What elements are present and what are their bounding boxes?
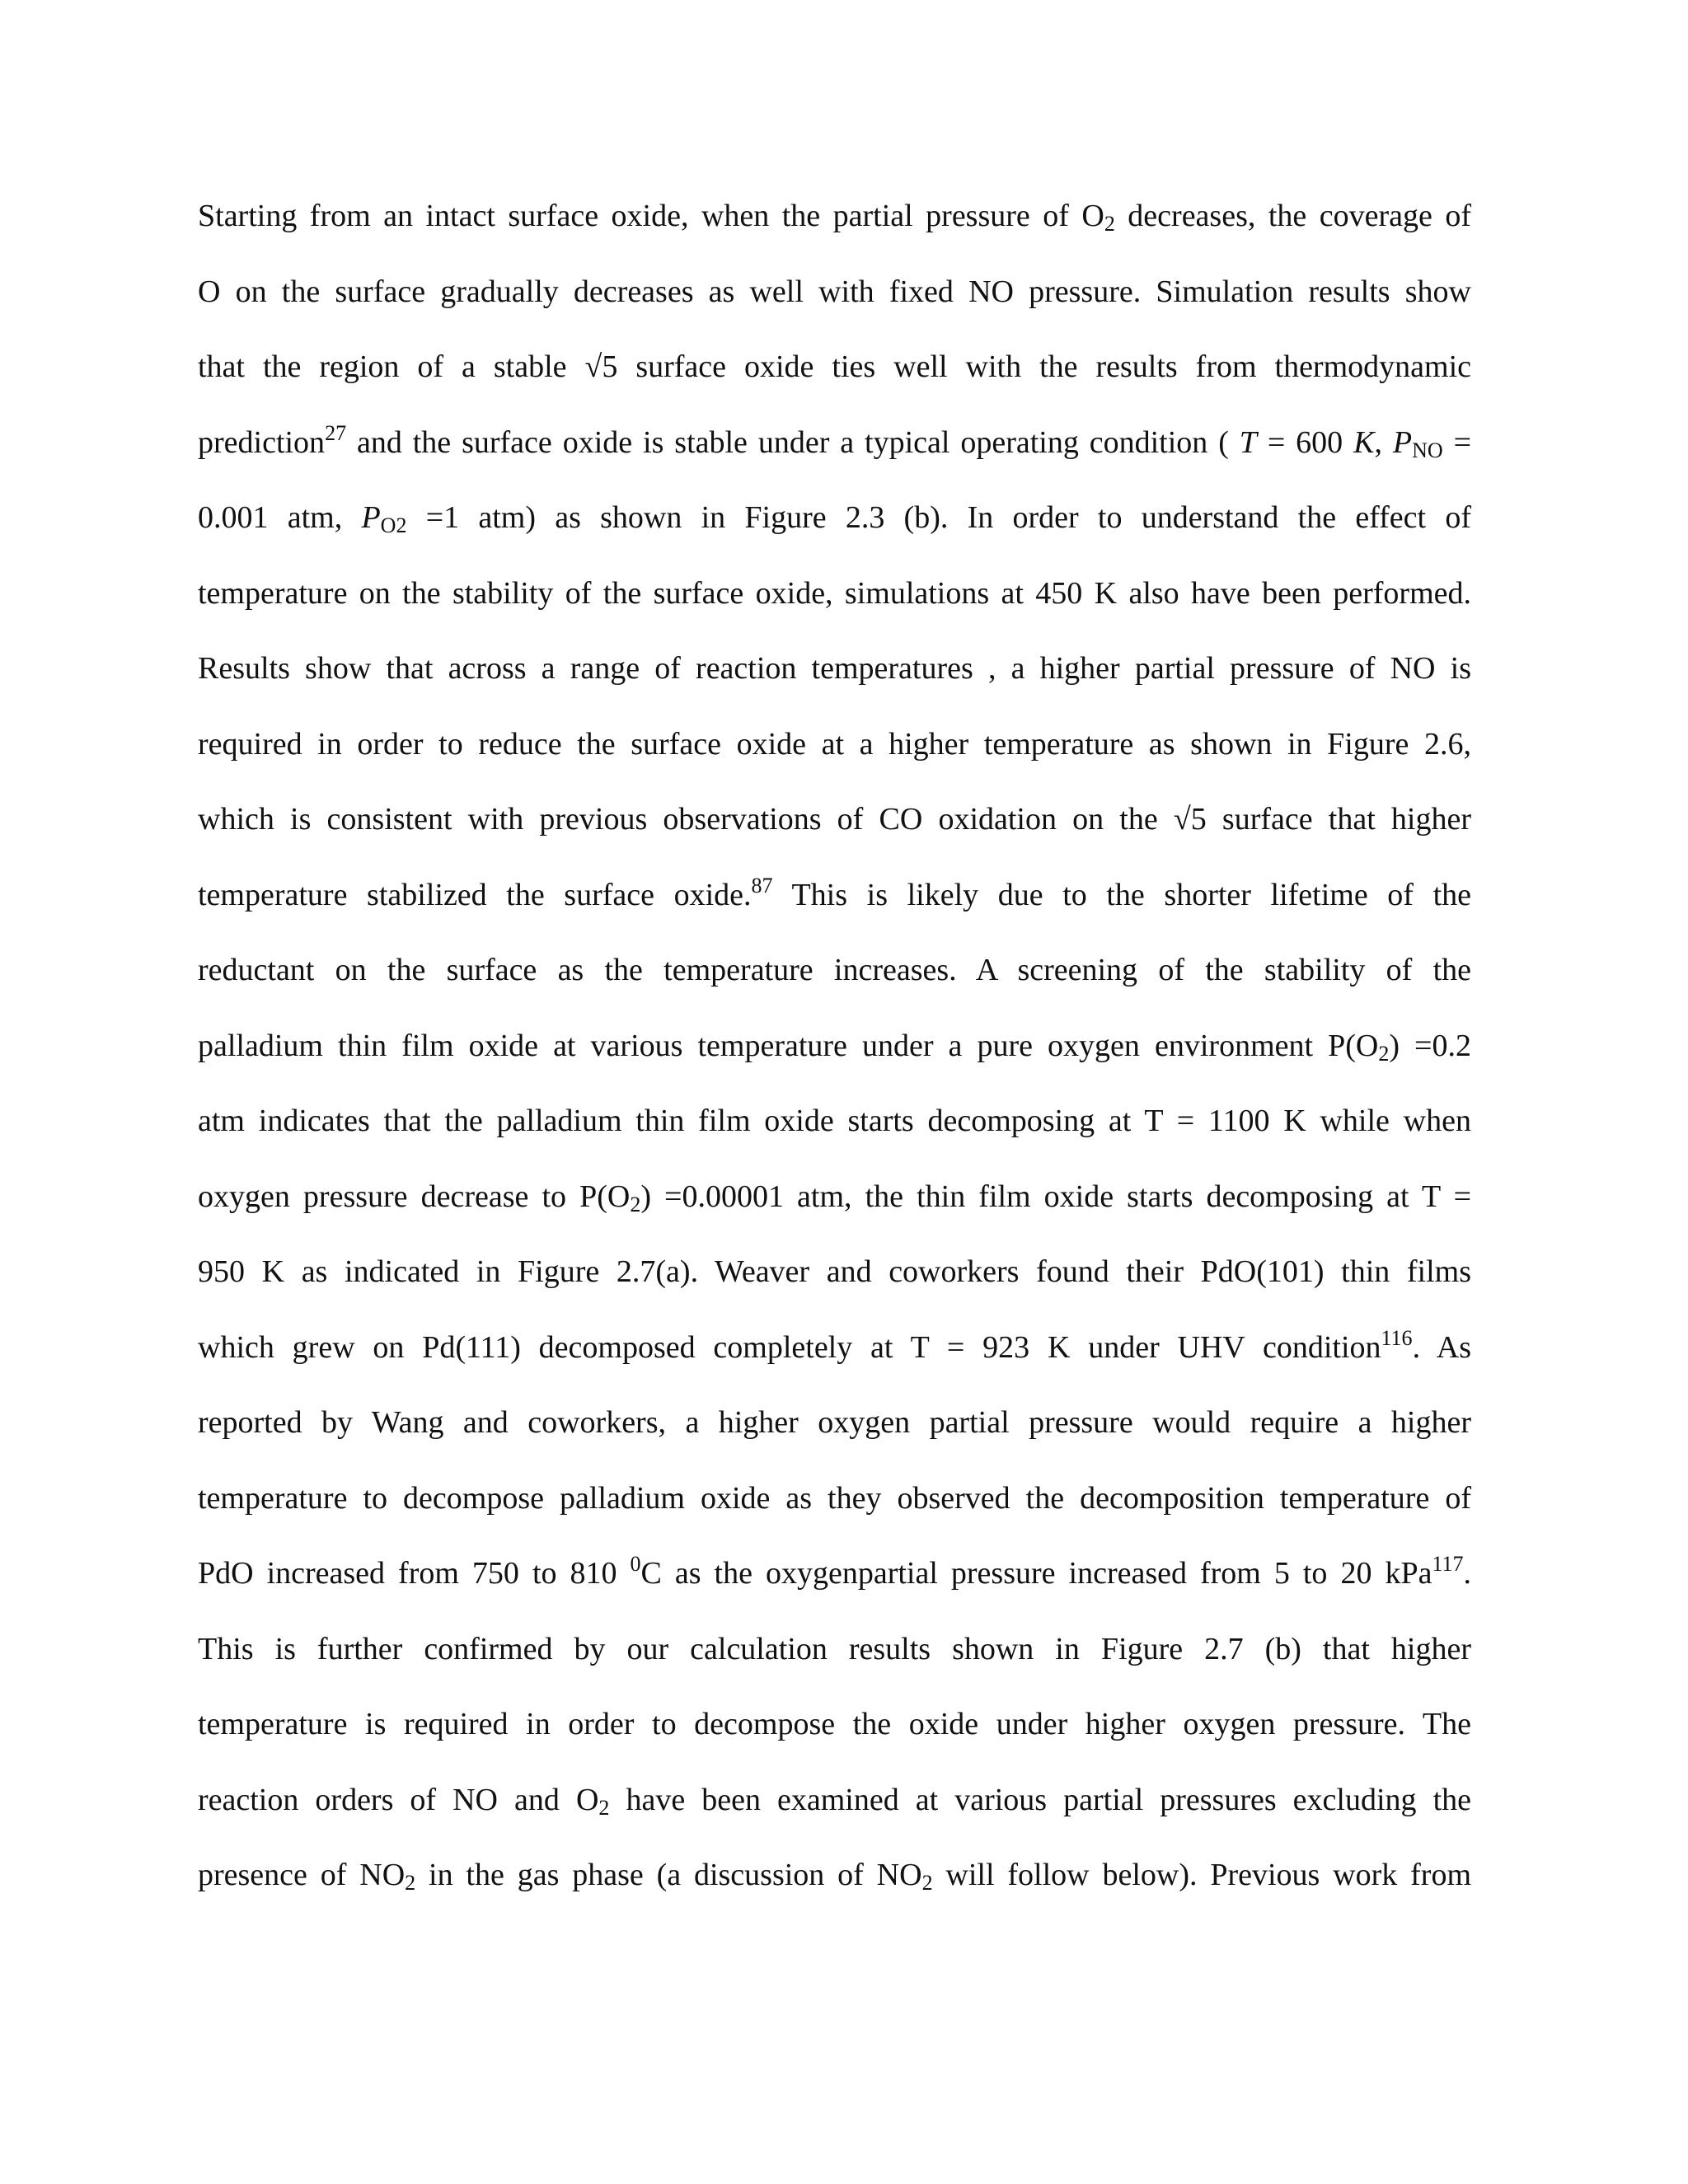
text-segment: prediction [198,424,326,460]
italic-symbol: T [1239,424,1257,460]
subscript: 2 [1104,212,1115,236]
text-segment: which is consistent with previous observations of CO oxidation on the √5 surface that higher [198,802,1471,837]
text-line [198,340,1471,416]
text-line [198,1170,1471,1246]
subscript: 2 [405,1871,416,1895]
text-segment: temperature stabilized the surface oxide. [198,877,752,912]
text-segment: Results show that across a range of reaction temperatures , a higher partial pressure of NO is [198,651,1471,686]
citation-superscript: 116 [1381,1325,1413,1350]
text-segment: temperature on the stability of the surface oxide, simulations at 450 K also have been performed. [198,575,1471,611]
text-segment: This is likely due to the shorter lifetime of the [772,877,1471,912]
subscript: 2 [921,1871,933,1895]
text-line [198,642,1471,718]
text-segment: = 600 [1256,424,1354,460]
text-segment: ) =0.00001 atm, the thin film oxide starts decomposing at T = [640,1179,1471,1214]
text-line [198,1472,1471,1548]
italic-symbol: K [1353,424,1375,460]
text-segment: reaction orders of NO and O [198,1782,599,1817]
text-segment: O on the surface gradually decreases as well with fixed NO pressure. Simulation results show [198,274,1471,309]
text-segment: ) =0.2 [1389,1028,1471,1063]
text-segment: required in order to reduce the surface oxide at a higher temperature as shown in Figure 2.6, [198,726,1471,762]
text-segment: =1 atm) as shown in Figure 2.3 (b). In order to understand the effect of [406,500,1471,535]
text-segment: and the surface oxide is stable under a typical operating condition ( [346,424,1240,460]
subscript: 2 [598,1795,610,1820]
body-paragraph [198,190,1471,1924]
degree-superscript: 0 [630,1552,641,1576]
text-segment: 950 K as indicated in Figure 2.7(a). Weaver and coworkers found their PdO(101) thin films [198,1254,1471,1289]
text-line [198,718,1471,794]
text-segment: = [1442,424,1471,460]
text-line [198,869,1471,944]
text-segment: C as the oxygenpartial pressure increased from 5 to 20 kPa [640,1556,1432,1591]
text-line [198,1849,1471,1924]
italic-symbol: P [1392,424,1413,460]
text-line [198,944,1471,1019]
text-segment: temperature to decompose palladium oxide as they observed the decomposition temperature of [198,1480,1471,1516]
subscript: O2 [380,513,407,537]
text-line [198,1623,1471,1699]
citation-superscript: 27 [325,420,347,445]
text-segment: 0.001 atm, [198,500,362,535]
text-line [198,793,1471,869]
text-line [198,567,1471,643]
text-segment: which grew on Pd(111) decomposed completely at T = 923 K under UHV condition [198,1329,1381,1365]
text-segment: oxygen pressure decrease to P(O [198,1179,631,1214]
subscript: 2 [630,1192,641,1216]
text-segment: PdO increased from 750 to 810 [198,1556,631,1591]
text-segment: reductant on the surface as the temperature increases. A screening of the stability of the [198,953,1471,987]
text-segment: decreases, the coverage of [1114,199,1471,233]
text-line [198,265,1471,341]
text-segment: presence of NO [198,1858,406,1892]
text-line [198,416,1471,492]
text-line [198,190,1471,265]
citation-superscript: 117 [1432,1552,1464,1576]
text-segment: will follow below). Previous work from [932,1858,1471,1892]
text-segment: temperature is required in order to decompose the oxide under higher oxygen pressure. The [198,1707,1471,1741]
text-line [198,1774,1471,1849]
text-line [198,1698,1471,1774]
text-segment: , [1374,424,1393,460]
italic-symbol: P [361,500,381,535]
subscript: NO [1412,438,1443,462]
text-segment: that the region of a stable √5 surface oxide ties well with the results from thermodynamic [198,349,1471,384]
text-line [198,1321,1471,1397]
text-segment: . As [1412,1329,1472,1365]
text-segment: Starting from an intact surface oxide, when the partial pressure of O [198,199,1104,233]
citation-superscript: 87 [751,873,773,898]
text-line [198,1019,1471,1095]
text-line [198,1396,1471,1472]
text-segment: in the gas phase (a discussion of NO [415,1858,922,1892]
text-line [198,1245,1471,1321]
text-segment: have been examined at various partial pressures excluding the [609,1782,1471,1817]
subscript: 2 [1378,1041,1390,1066]
text-line [198,491,1471,567]
text-segment: This is further confirmed by our calculation results shown in Figure 2.7 (b) that higher [198,1631,1471,1666]
text-segment: atm indicates that the palladium thin film oxide starts decomposing at T = 1100 K while when [198,1104,1471,1138]
text-segment: palladium thin film oxide at various temperature under a pure oxygen environment P(O [198,1028,1379,1063]
text-segment: reported by Wang and coworkers, a higher oxygen partial pressure would require a higher [198,1405,1471,1440]
text-line [198,1094,1471,1170]
text-line [198,1547,1471,1623]
text-segment: . [1463,1556,1471,1591]
